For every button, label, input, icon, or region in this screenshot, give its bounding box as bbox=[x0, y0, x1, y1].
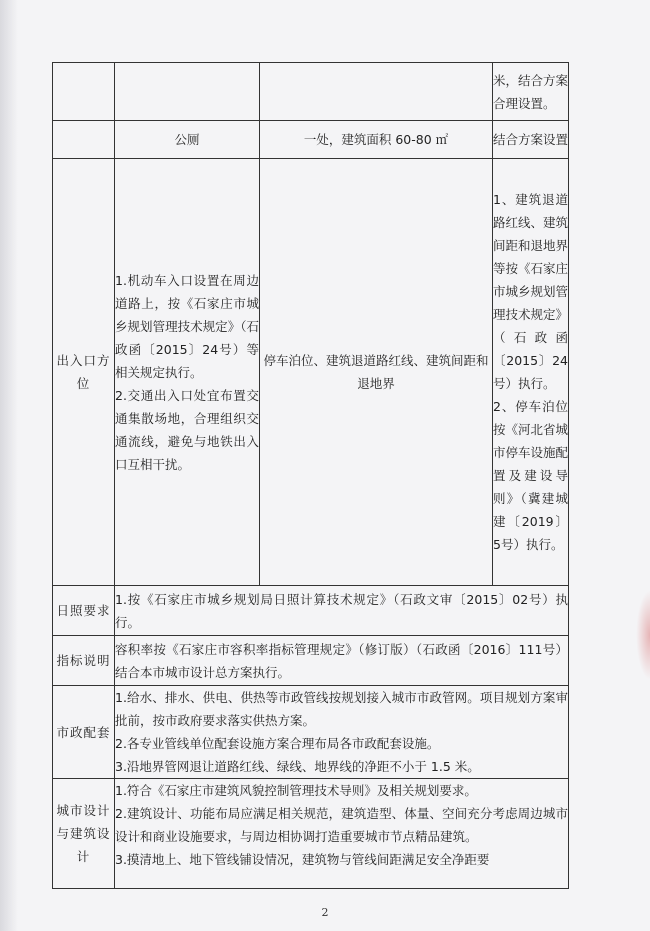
page-edge-shadow bbox=[0, 0, 18, 931]
item-cell-empty bbox=[115, 63, 260, 121]
design-items bbox=[115, 779, 569, 889]
municipal-item: 3.沿地界管网退让道路红线、绿线、地界线的净距不小于 1.5 米。 bbox=[115, 759, 480, 774]
header-cell-empty bbox=[53, 63, 115, 121]
municipal-item: 1.给水、排水、供电、供热等市政管线按规划接入城市市政管网。项目规划方案审批前，按市政府要求落实供热方案。 bbox=[115, 690, 568, 728]
table-row-design bbox=[53, 779, 569, 889]
table-row-access bbox=[53, 159, 569, 586]
toilet-note: 结合方案设置 bbox=[493, 121, 569, 159]
access-header: 出入口方位 bbox=[53, 159, 115, 586]
page-number: 2 bbox=[321, 906, 329, 919]
planning-conditions-table bbox=[52, 62, 569, 889]
design-item: 3.摸清地上、地下管线铺设情况，建筑物与管线间距满足安全净距要 bbox=[115, 852, 490, 867]
sunlight-text: 1.按《石家庄市城乡规划局日照计算技术规定》（石政文审〔2015〕02号）执行。 bbox=[115, 586, 569, 636]
entrance-rules: 1.机动车入口设置在周边道路上，按《石家庄市城乡规划管理技术规定》（石政函〔2015〕24号）等相关规定执行。 2.交通出入口处宜布置交通集散场地，合理组织交通流线，避免与地铁出入口互相干扰。 bbox=[115, 159, 260, 586]
indicator-text: 容积率按《石家庄市容积率指标管理规定》（修订版）（石政函〔2016〕111号）结合本市城市设计总方案执行。 bbox=[115, 636, 569, 686]
design-item: 2.建筑设计、功能布局应满足相关规范，建筑造型、体量、空间充分考虑周边城市设计和商业设施要求，与周边相协调打造重要城市节点精品建筑。 bbox=[115, 806, 568, 844]
header-cell-empty-2 bbox=[53, 121, 115, 159]
design-item: 1.符合《石家庄市建筑风貌控制管理技术导则》及相关规划要求。 bbox=[115, 783, 477, 798]
toilet-name: 公厕 bbox=[115, 121, 260, 159]
table-row-indicator bbox=[53, 636, 569, 686]
table-row-municipal bbox=[53, 686, 569, 779]
indicator-header: 指标说明 bbox=[53, 636, 115, 686]
note-cell: 米，结合方案合理设置。 bbox=[493, 63, 569, 121]
municipal-item: 2.各专业管线单位配套设施方案合理布局各市政配套设施。 bbox=[115, 736, 440, 751]
table-row-toilet bbox=[53, 121, 569, 159]
sunlight-header: 日照要求 bbox=[53, 586, 115, 636]
parking-setback-topic: 停车泊位、建筑退道路红线、建筑间距和退地界 bbox=[260, 159, 493, 586]
municipal-header: 市政配套 bbox=[53, 686, 115, 779]
table-row-sunlight bbox=[53, 586, 569, 636]
municipal-items bbox=[115, 686, 569, 779]
parking-setback-note: 1、建筑退道路红线、建筑间距和退地界等按《石家庄市城乡规划管理技术规定》（石政函〔2015〕24号）执行。 2、停车泊位按《河北省城市停车设施配置及建设导则》（冀建城建〔2019〕5号）执行。 bbox=[493, 159, 569, 586]
toilet-spec: 一处，建筑面积 60-80 ㎡ bbox=[260, 121, 493, 159]
table-row-continued bbox=[53, 63, 569, 121]
spec-cell-empty bbox=[260, 63, 493, 121]
stamp-edge bbox=[636, 590, 650, 680]
design-header: 城市设计与建筑设计 bbox=[53, 779, 115, 889]
